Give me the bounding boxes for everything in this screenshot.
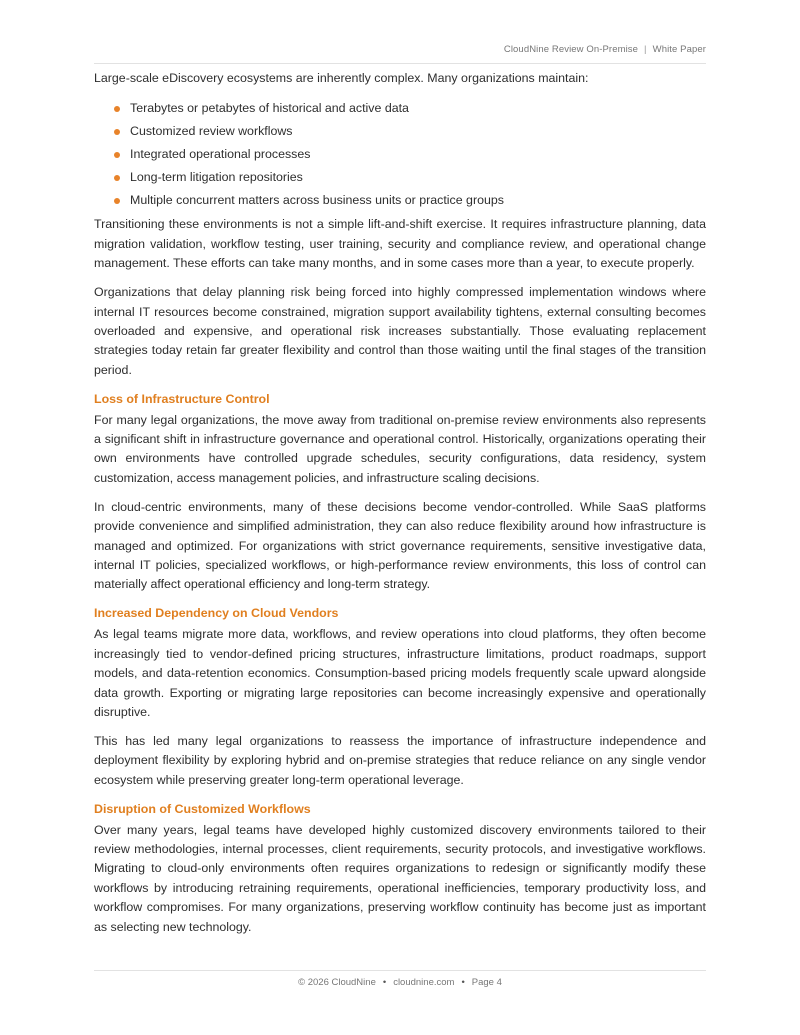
- list-item: [112, 97, 706, 120]
- header-separator: |: [644, 44, 647, 55]
- list-item: [112, 166, 706, 189]
- bullet-icon: [114, 106, 120, 112]
- footer-website: cloudnine.com: [393, 977, 455, 988]
- header-doc-type: White Paper: [652, 44, 706, 55]
- footer-separator: •: [461, 977, 465, 988]
- list-item-text: Terabytes or petabytes of historical and active data: [130, 101, 409, 116]
- body-paragraph: Organizations that delay planning risk being forced into highly compressed implementation windows where internal IT resources become constrained, migration support availability tightens, external consulting becomes overloaded and expensive, and operational risk increases substantially. Those evaluating replacement strategies today retain far greater flexibility and control than those waiting until the final stages of the transition period.: [94, 285, 706, 377]
- header-product: CloudNine Review On-Premise: [503, 44, 639, 55]
- section-heading: Loss of Infrastructure Control: [94, 391, 270, 406]
- body-paragraph: As legal teams migrate more data, workflows, and review operations into cloud platforms, they often become increasingly tied to vendor-defined pricing structures, infrastructure limitations, product roadmaps, support models, and data-retention economics. Consumption-based pricing models frequently scale upward alongside data growth. Exporting or migrating large repositories can become increasingly expensive and operationally disruptive.: [94, 627, 706, 719]
- list-item: [112, 189, 706, 212]
- list-item: [112, 120, 706, 143]
- body-paragraph: Over many years, legal teams have developed highly customized discovery environments tailored to their review methodologies, internal processes, client requirements, security protocols, and investigative workflows. Migrating to cloud-only environments often requires organizations to redesign or significantly modify these workflows by introducing retraining requirements, operational inefficiencies, temporary productivity loss, and workflow compromises. For many organizations, preserving workflow continuity has become just as important as selecting new technology.: [94, 822, 706, 934]
- bullet-icon: [114, 129, 120, 135]
- bullet-icon: [114, 152, 120, 158]
- list-item-text: Multiple concurrent matters across business units or practice groups: [130, 192, 504, 207]
- intro-paragraph: Large-scale eDiscovery ecosystems are inherently complex. Many organizations maintain:: [94, 71, 589, 85]
- bullet-icon: [114, 175, 120, 181]
- running-footer: [94, 970, 706, 988]
- footer-copyright: © 2026 CloudNine: [298, 977, 376, 988]
- section-heading: Increased Dependency on Cloud Vendors: [94, 606, 339, 621]
- body-paragraph: Transitioning these environments is not a simple lift-and-shift exercise. It requires infrastructure planning, data migration validation, workflow testing, user training, security and compliance review, and operational change management. These efforts can take many months, and in some cases more than a year, to execute properly.: [94, 217, 706, 271]
- body-paragraph: This has led many legal organizations to reassess the importance of infrastructure independence and deployment flexibility by exploring hybrid and on-premise strategies that reduce reliance on any single vendor ecosystem while preserving greater long-term operational leverage.: [94, 733, 706, 787]
- body-paragraph: For many legal organizations, the move away from traditional on-premise review environments also represents a significant shift in infrastructure governance and operational control. Historically, organizations operating their own environments have controlled upgrade schedules, security configurations, data residency, system customization, access management policies, and infrastructure scaling decisions.: [94, 412, 706, 485]
- body-content: [94, 69, 706, 946]
- list-item: [112, 143, 706, 166]
- list-item-text: Integrated operational processes: [130, 147, 311, 161]
- section-heading: Disruption of Customized Workflows: [94, 801, 311, 816]
- list-item-text: Long-term litigation repositories: [130, 169, 303, 184]
- body-paragraph: In cloud-centric environments, many of these decisions become vendor-controlled. While SaaS platforms provide convenience and simplified administration, they can also reduce flexibility around how infrastructure is managed and optimized. For organizations with strict governance requirements, sensitive investigative data, internal IT policies, specialized workflows, or high-performance review environments, this loss of control can materially affect operational efficiency and long-term strategy.: [94, 499, 706, 592]
- running-header: [94, 44, 706, 64]
- bullet-icon: [114, 198, 120, 204]
- footer-separator: •: [382, 977, 387, 988]
- bullet-list: [94, 97, 706, 211]
- footer-page-number: Page 4: [471, 977, 502, 988]
- list-item-text: Customized review workflows: [130, 124, 293, 139]
